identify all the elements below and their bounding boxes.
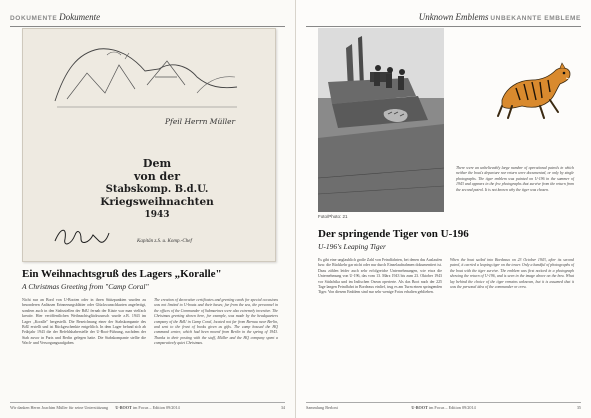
card-handwriting: Pfeil Herrn Müller (165, 117, 236, 126)
footer-brand: U-BOOT (411, 405, 428, 410)
right-body-column-german: Es gibt eine unglaublich große Zahl von Feindfahrten, bei denen das Auslaufen bzw. die Rückkehr gar nicht oder nur durch Einzelaufnahmen dokumentiert ist. Dazu zählen leider auch sehr erfolgreiche Unternehmungen, wie etwa die Unternehmung von U-196, das vom 13. März 1943 bis zum 23. Oktober 1943 vor Südafrika und im Indischen Ozean operierte. Als das Boot nach der 225 Tage langen Feindfahrt in Bordeaux einlief, trug es am Turm einen springenden Tiger. Von diesem Emblem sind nur sehr wenige Fotos erhalten geblieben. (318, 258, 442, 295)
submarine-photo (318, 28, 444, 212)
right-article-subtitle: U-196's Leaping Tiger (318, 242, 386, 251)
left-body-column-english: The creation of decorative certificates and greeting cards for special occasions was not limited to U-boats and their bases; far from the sea, the personnel in the offices of the Commander of Submarines were also extremely inventive. The Christmas greeting shown here, for example, was made by the headquarters company of the BdU in Camp Coral, located not far from Bernau near Berlin, and sent to the front of books given as gifts. The camp housed the HQ command centre, which had been moved from Berlin in the spring of 1943. Thanks to their posting with the staff, Müller and the HQ company spent a comparatively quiet Christmas. (154, 298, 278, 346)
header-caps-label: DOKUMENTE (10, 15, 58, 22)
footer-brand: U-BOOT (115, 405, 132, 410)
right-upper-text: There were an unbelievably large number of operational patrols in which neither the boat's departure nor return were documented, or only by single photographs. The tiger emblem was painted on U-196 in the summer of 1943 and appears in the few photographs that survive from the return from the second patrol. It is not known why the tiger was chosen. (456, 166, 574, 192)
card-sketch-drawing (47, 41, 247, 113)
photo-caption: Foto/Photo: 21 (318, 214, 348, 219)
page-number: 35 (576, 405, 581, 410)
right-body-column-english: When the boat sailed into Bordeaux on 23 October 1943, after its second patrol, it carried a leaping tiger on the tower. Only a handful of photographs of the boat with the tiger survive. The emblem was first noticed in a photograph showing the return of U-196, and is seen in the image above on the bow. What lay behind the choice of the tiger remains unknown, but it is assumed that it was the personal idea of the commander or crew. (450, 258, 574, 290)
left-article-subtitle: A Christmas Greeting from "Camp Coral" (22, 282, 149, 291)
header-caps-label: UNBEKANNTE EMBLEME (490, 15, 581, 22)
right-article-body (318, 258, 574, 396)
handwritten-signature (51, 221, 111, 251)
christmas-card-image (22, 28, 276, 262)
footer-credit: Wir danken Herrn Joachim Müller für seine Unterstützung (10, 405, 109, 410)
submarine-photo-drawing (318, 28, 444, 212)
footer-edition: im Focus – Edition 09/2014 (428, 405, 476, 410)
card-line-2: von der (133, 170, 181, 183)
left-page (0, 0, 295, 418)
card-line-5: 1943 (144, 210, 170, 220)
footer-edition: im Focus – Edition 09/2014 (132, 405, 180, 410)
right-page-header (306, 12, 581, 27)
card-blackletter-text (77, 157, 237, 222)
header-italic-label: Unknown Emblems (418, 12, 489, 22)
right-page (296, 0, 591, 418)
header-italic-label: Dokumente (59, 12, 101, 22)
page-number: 34 (280, 405, 285, 410)
card-line-1: Dem (142, 157, 172, 170)
left-page-footer (10, 402, 285, 413)
leaping-tiger-emblem (496, 60, 574, 120)
left-article-body (22, 298, 278, 398)
left-article-title: Ein Weihnachtsgruß des Lagers „Koralle" (22, 268, 222, 280)
card-line-4: Kriegsweihnachten (100, 196, 214, 208)
left-body-column-german: Nicht nur an Bord von U-Booten oder in ihren Stützpunkten wurden zu besonderen Anlässen Erinnerungsblätter oder Glückwunschkarten angefertigt, sondern auch in den Stabsstellen der BdU fernab der Küste war man vielfach kreativ. Hier veröffentlichen Weihnachtsglückwunsch wurde z.B. 1943 im Lager „Koralle" hergestellt. Die Bezeichnung einer der Stabskompanie des BdU erstellt und ist Rückgeschenkte entgeltlich. In dem Lager befand sich ab Frühjahr 1943 die der Befehlshaberstelle der U-Boot-Führung, nachdem der Stab zuvor in Paris und Berlin gelegen hatte. Die Stabskompanie stellte die Wach- und Versorgungsaufgaben. (22, 298, 146, 346)
left-page-header (10, 12, 285, 27)
right-article-title: Der springende Tiger von U-196 (318, 228, 469, 240)
footer-credit: Sammlung Berloni (306, 405, 338, 410)
footer-publication (306, 405, 581, 410)
footer-publication (10, 405, 285, 410)
card-line-3: Stabskomp. B.d.U. (105, 184, 209, 195)
right-page-footer (306, 402, 581, 413)
signature-caption: Kapitän z.S. u. Komp.-Chef (137, 239, 192, 244)
